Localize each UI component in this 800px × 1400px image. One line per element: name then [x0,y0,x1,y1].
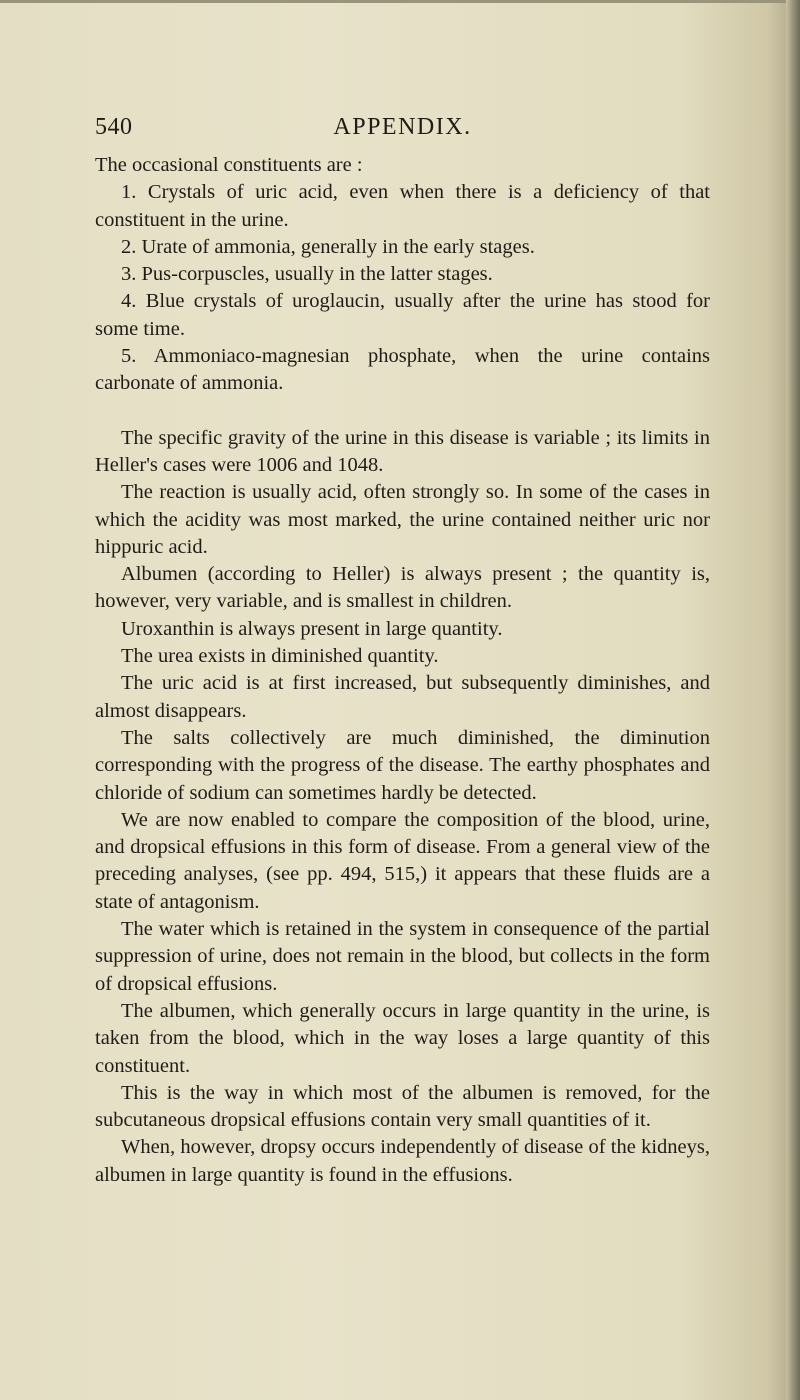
paragraph: Albumen (according to Heller) is always present ; the quantity is, however, very variable, and is smallest in children. [95,563,710,613]
paragraph: The reaction is usually acid, often strongly so. In some of the cases in which the acidity was most marked, the urine contained neither uric nor hippuric acid. [95,481,710,558]
section-gap [95,398,710,425]
running-head-title: APPENDIX. [333,114,472,140]
list-item: 3. Pus-corpuscles, usually in the latter stages. [121,263,493,286]
intro-line: The occasional constituents are : [95,154,363,176]
paragraph: The uric acid is at first increased, but subsequently diminishes, and almost disappears. [95,672,710,722]
paragraph: Uroxanthin is always present in large quantity. [121,617,503,640]
list-item: 4. Blue crystals of uroglaucin, usually after the urine has stood for some time. [95,290,710,340]
running-head [95,114,710,144]
paragraph: The albumen, which generally occurs in large quantity in the urine, is taken from the blood, which in the way loses a large quantity of this constituent. [95,999,710,1077]
list-item: 2. Urate of ammonia, generally in the early stages. [121,235,535,258]
list-item: 5. Ammoniaco-magnesian phosphate, when the urine contains carbonate of ammonia. [95,345,710,395]
page-binding-edge [786,0,800,1400]
paragraph: This is the way in which most of the albumen is removed, for the subcutaneous dropsical effusions contain very small quantities of it. [95,1081,710,1132]
paragraph: We are now enabled to compare the composition of the blood, urine, and dropsical effusions in this form of disease. From a general view of the preceding analyses, (see pp. 494, 515,) it appears that these fluids are a state of antagonism. [95,808,710,913]
paragraph: When, however, dropsy occurs independently of disease of the kidneys, albumen in large quantity is found in the effusions. [95,1136,710,1186]
paragraph: The urea exists in diminished quantity. [121,645,439,668]
page-number: 540 [95,114,133,140]
body-text [95,152,710,1189]
list-item: 1. Crystals of uric acid, even when there is a deficiency of that constituent in the urine. [95,181,710,231]
paragraph: The specific gravity of the urine in this disease is variable ; its limits in Heller's cases were 1006 and 1048. [95,426,710,476]
page-top-border [0,0,800,3]
paragraph: The water which is retained in the system in consequence of the partial suppression of urine, does not remain in the blood, but collects in the form of dropsical effusions. [95,918,710,995]
paragraph: The salts collectively are much diminished, the diminution corresponding with the progress of the disease. The earthy phosphates and chloride of sodium can sometimes hardly be detected. [95,726,710,804]
